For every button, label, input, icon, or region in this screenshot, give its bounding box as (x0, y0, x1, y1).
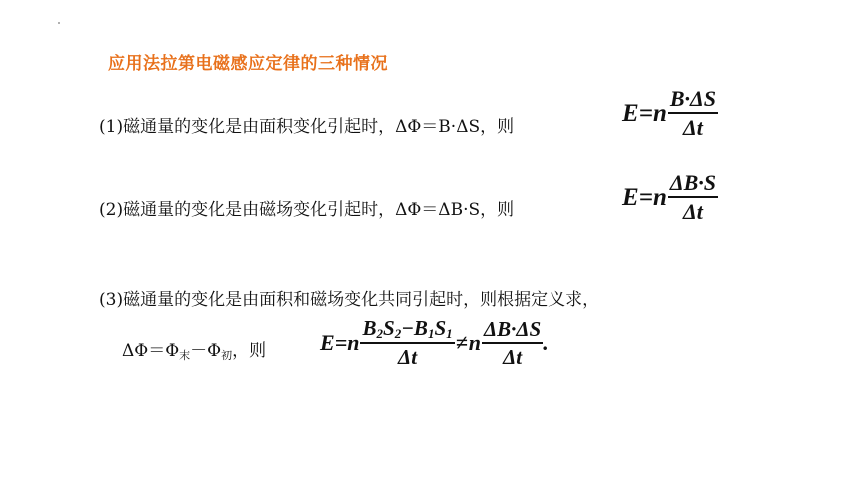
formula-2-numerator: ΔB·S (668, 172, 718, 198)
delta-minus: －Φ (190, 341, 222, 361)
num-s2: S (383, 316, 395, 340)
num-b2-sub: 2 (376, 326, 383, 341)
formula-3-n: n (347, 330, 360, 355)
formula-1-lhs: E (622, 99, 639, 127)
formula-1-fraction (668, 88, 718, 139)
formula-3-period: . (543, 330, 549, 355)
formula-1 (622, 88, 718, 139)
formula-3 (320, 318, 549, 368)
case-3-text: (3)磁通量的变化是由面积和磁场变化共同引起时，则根据定义求， (99, 290, 600, 310)
formula-3-neq: ≠ (455, 330, 468, 355)
formula-3-denominator-2: Δt (503, 344, 523, 369)
formula-3-numerator-1 (360, 318, 454, 344)
formula-2 (622, 172, 718, 223)
formula-2-n: n (652, 183, 667, 211)
num-b1-sub: 1 (427, 326, 435, 341)
case-2-text: (2)磁通量的变化是由磁场变化引起时，ΔΦ＝ΔB·S，则 (99, 200, 515, 220)
num-s2-sub: 2 (394, 326, 402, 341)
formula-1-denominator: Δt (682, 115, 703, 140)
formula-2-eq: = (638, 183, 653, 211)
formula-3-denominator-1: Δt (398, 345, 418, 369)
case-3-delta-definition (122, 336, 266, 363)
case-1-text: (1)磁通量的变化是由面积变化引起时，ΔΦ＝B·ΔS，则 (99, 117, 515, 137)
sub-start: 初 (221, 349, 233, 362)
section-heading: 应用法拉第电磁感应定律的三种情况 (108, 54, 388, 74)
formula-1-eq: = (638, 99, 653, 127)
formula-3-eq: = (334, 330, 348, 355)
formula-3-n2: n (468, 330, 481, 355)
formula-3-fraction-1 (360, 318, 454, 368)
then-text: ，则 (232, 341, 267, 361)
num-b2: B (362, 316, 377, 340)
num-s1: S (434, 316, 447, 340)
formula-1-n: n (652, 99, 667, 127)
formula-3-numerator-2: ΔB·ΔS (482, 319, 543, 344)
sub-end: 末 (179, 349, 191, 362)
num-s1-sub: 1 (446, 326, 453, 341)
formula-3-fraction-2 (482, 316, 543, 369)
formula-2-denominator: Δt (682, 199, 703, 224)
num-b1: B (413, 316, 428, 340)
num-minus: − (401, 316, 414, 340)
delta-prefix: ΔΦ＝Φ (122, 341, 180, 361)
decorative-dot (58, 22, 60, 24)
formula-3-lhs: E (320, 330, 335, 355)
formula-2-lhs: E (622, 183, 639, 211)
formula-1-numerator: B·ΔS (668, 88, 718, 114)
formula-2-fraction (668, 172, 718, 223)
